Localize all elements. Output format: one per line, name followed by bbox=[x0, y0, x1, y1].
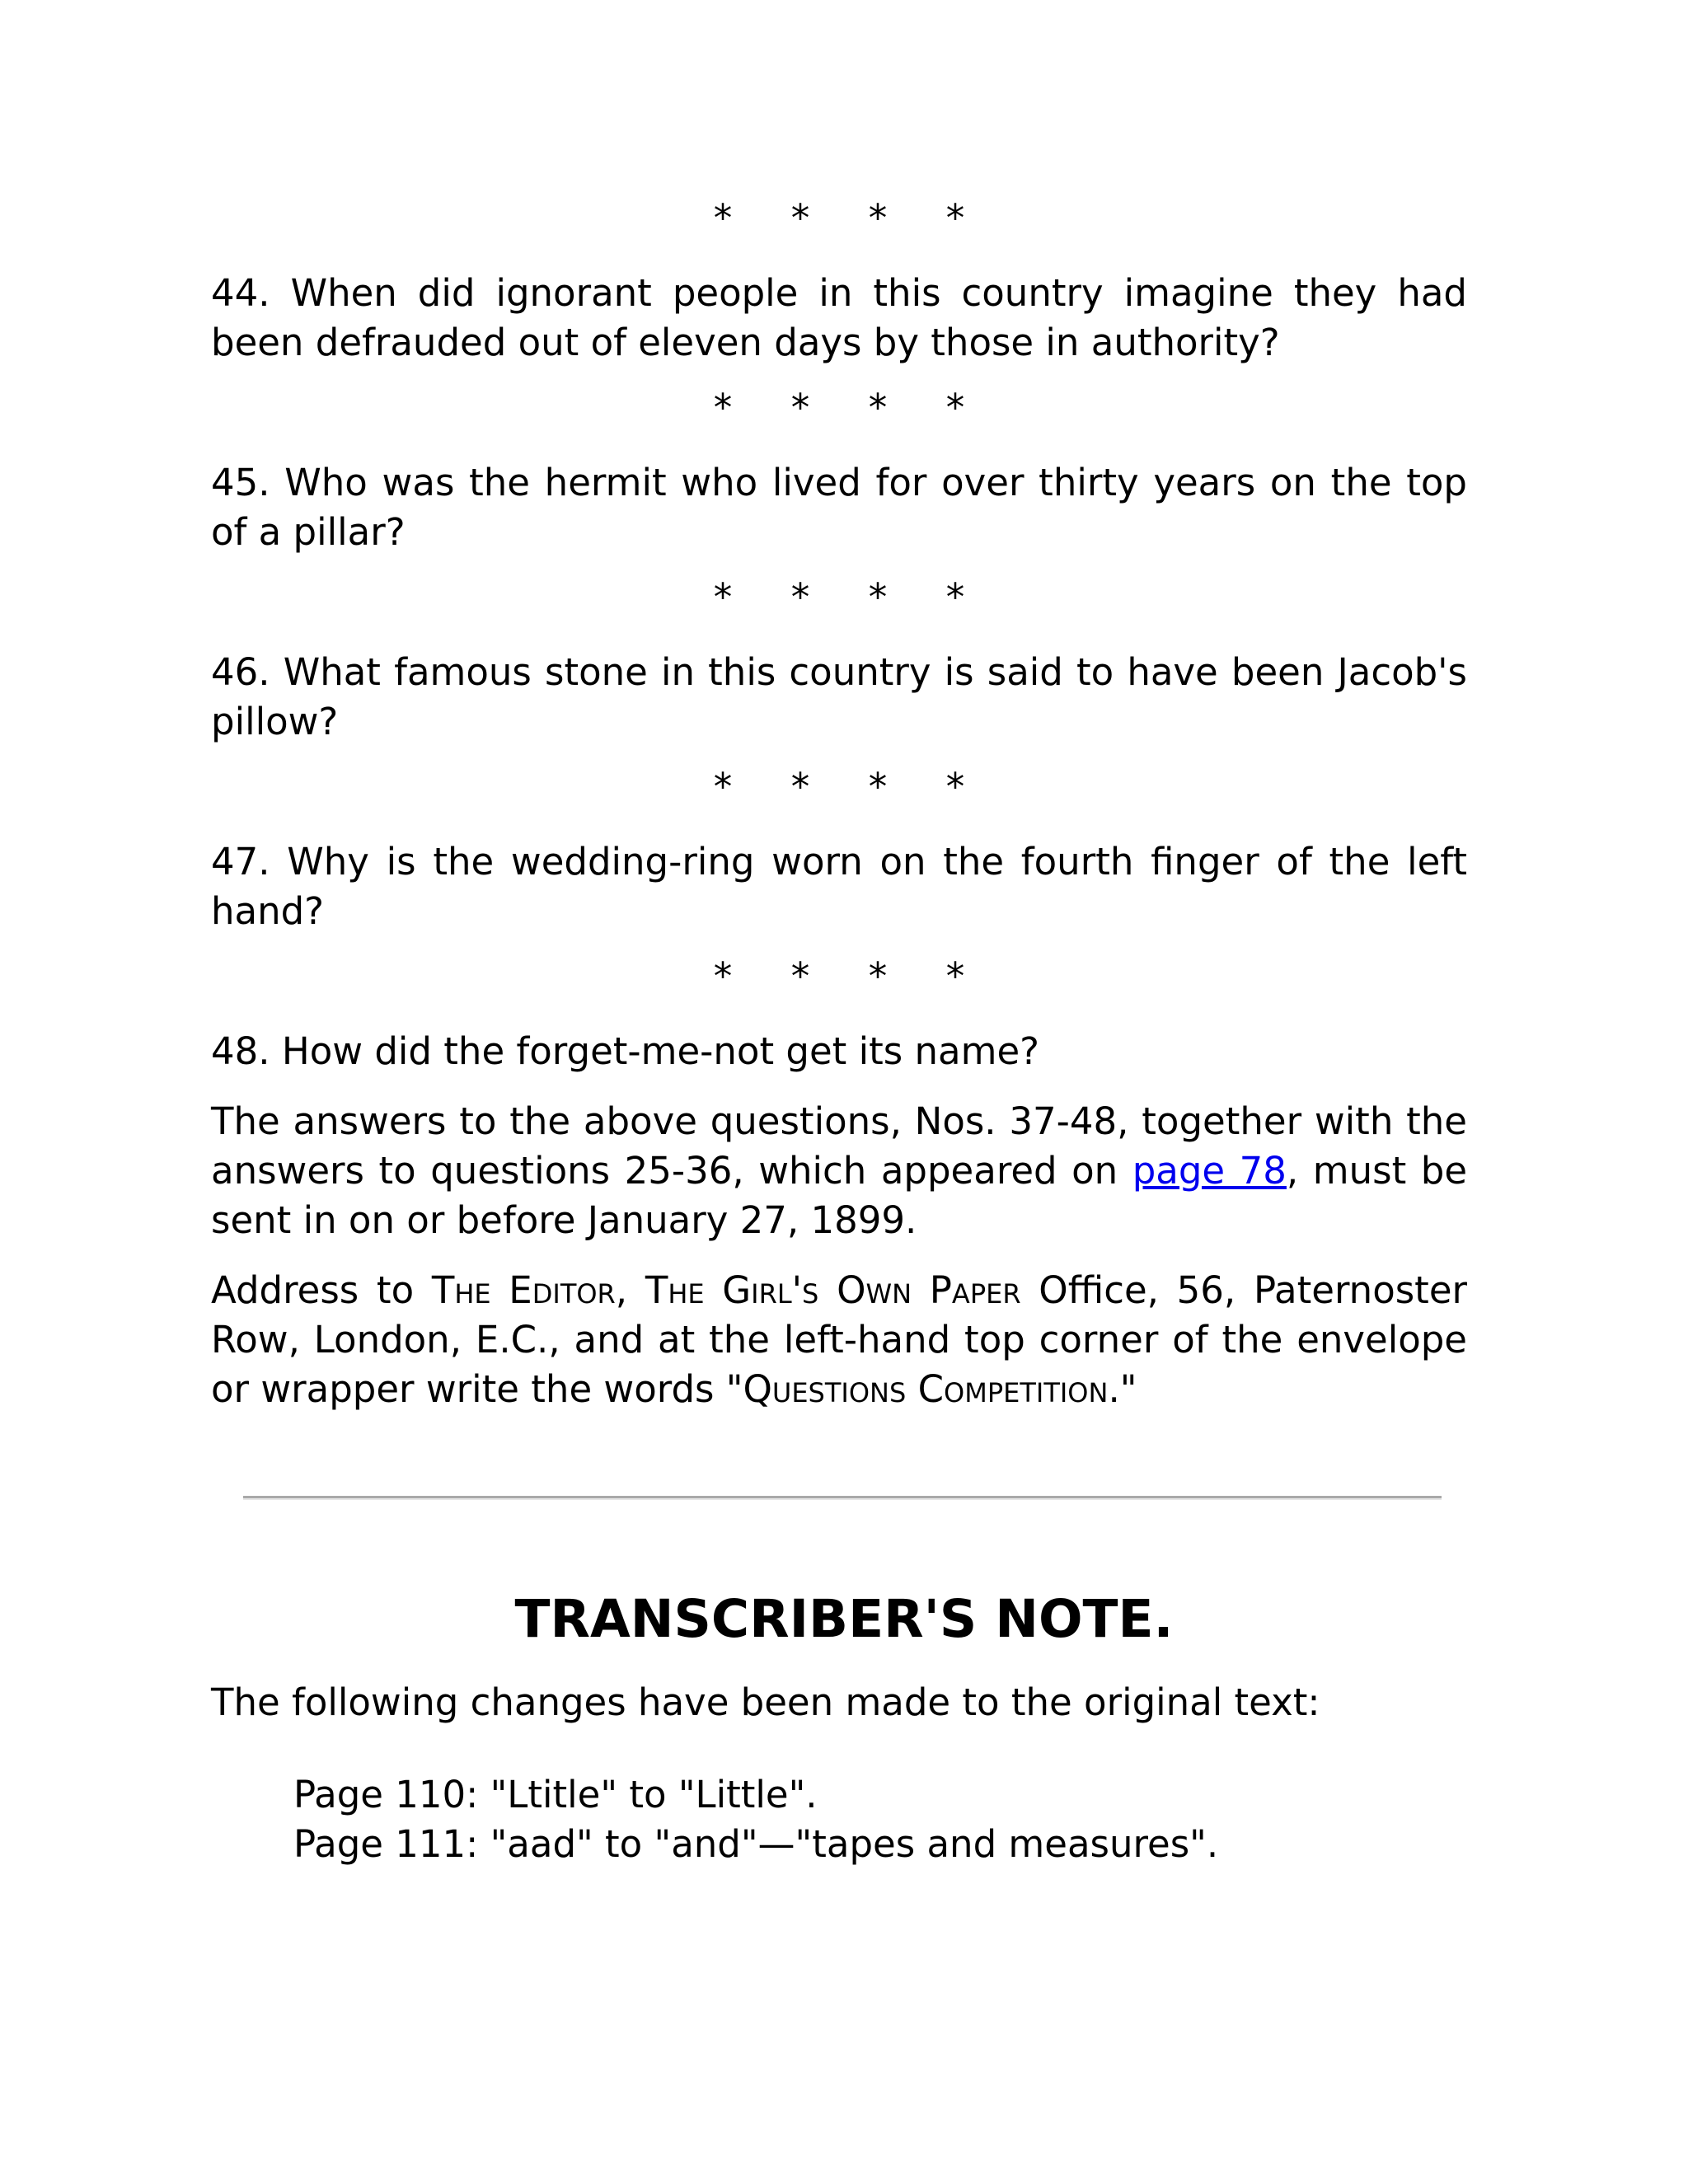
changes-list bbox=[293, 1770, 1218, 1869]
address-text-2: , bbox=[615, 1268, 645, 1312]
competition-name: Questions Competition bbox=[743, 1367, 1109, 1411]
address-paragraph bbox=[211, 1266, 1467, 1414]
transcriber-note-intro: The following changes have been made to the original text: bbox=[211, 1680, 1320, 1724]
horizontal-divider bbox=[243, 1496, 1442, 1500]
editor-name: The Editor bbox=[431, 1268, 616, 1312]
address-text-1: Address to bbox=[211, 1268, 432, 1312]
change-item: Page 111: "aad" to "and"—"tapes and measures". bbox=[293, 1822, 1219, 1866]
section-separator: * * * * bbox=[713, 954, 965, 998]
answers-text-after-link: , must be sent in on or before January 27, 1899. bbox=[211, 1149, 1467, 1242]
paper-name: The Girl's Own Paper bbox=[645, 1268, 1021, 1312]
address-text-4: ." bbox=[1108, 1367, 1137, 1411]
question-46: 46. What famous stone in this country is said to have been Jacob's pillow? bbox=[211, 650, 1467, 743]
question-48: 48. How did the forget-me-not get its name? bbox=[211, 1029, 1040, 1073]
question-45: 45. Who was the hermit who lived for over thirty years on the top of a pillar? bbox=[211, 461, 1467, 554]
answers-deadline-paragraph bbox=[211, 1097, 1467, 1245]
section-separator: * * * * bbox=[713, 196, 965, 240]
answers-text-before-link: The answers to the above questions, Nos. 37-48, together with the answers to questions 25-36, which appeared on bbox=[211, 1099, 1467, 1193]
question-44: 44. When did ignorant people in this country imagine they had been defrauded out of eleven days by those in authority? bbox=[211, 271, 1467, 364]
section-separator: * * * * bbox=[713, 575, 965, 619]
address-text-3: Office, 56, Paternoster Row, London, E.C., and at the left-hand top corner of the envelope or wrapper write the words " bbox=[211, 1268, 1468, 1411]
section-separator: * * * * bbox=[713, 386, 965, 429]
change-item: Page 110: "Ltitle" to "Little". bbox=[293, 1773, 818, 1816]
question-47: 47. Why is the wedding-ring worn on the fourth finger of the left hand? bbox=[211, 840, 1467, 933]
transcriber-note-title: TRANSCRIBER'S NOTE. bbox=[514, 1589, 1174, 1649]
section-separator: * * * * bbox=[713, 765, 965, 808]
page-78-link[interactable]: page 78 bbox=[1132, 1149, 1287, 1193]
